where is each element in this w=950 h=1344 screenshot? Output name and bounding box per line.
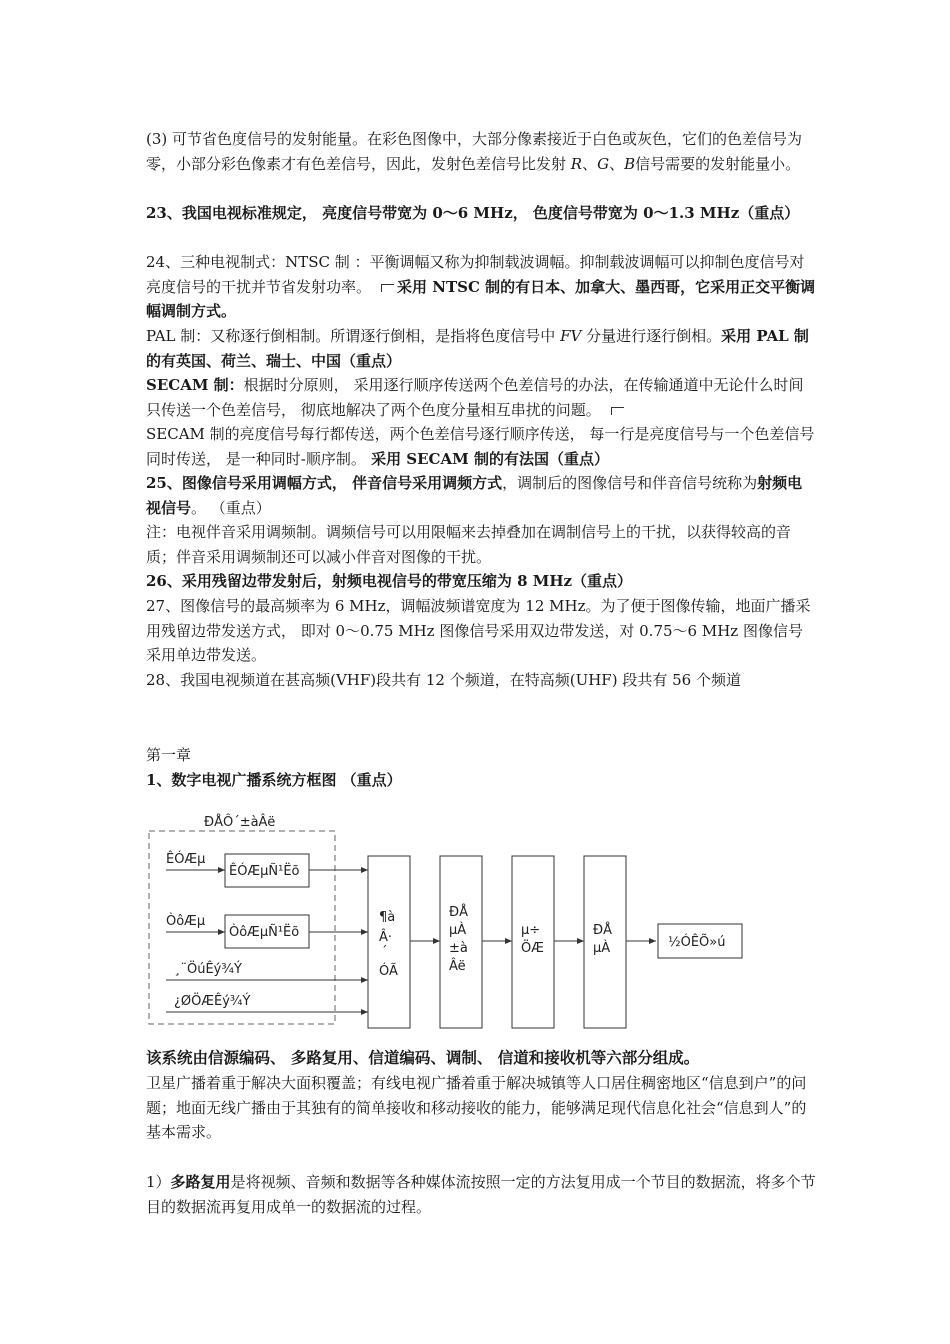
paragraph-27-bandwidth: 27、图像信号的最高频率为 6 MHz，调幅波频谱宽度为 12 MHz。为了便于图像传输，地面广播采用残留边带发送方式， 即对 0～0.75 MHz 图像信号采用双边带发送，对 0.75～6 MHz 图像信号采用单边带发送。 bbox=[146, 597, 811, 664]
symbol-b: B bbox=[624, 154, 636, 173]
video-input-label: ÊÓÆµ bbox=[166, 852, 206, 867]
video-compression-label: ÊÓÆµÑ¹Ëõ bbox=[229, 864, 300, 879]
control-data-label: ¿ØÖÆÊý¾Ý bbox=[174, 994, 251, 1009]
label-secam: SECAM 制： bbox=[146, 376, 244, 394]
audio-compression-label: ÒôÆµÑ¹Ëõ bbox=[229, 925, 300, 940]
separator: 、 bbox=[609, 154, 625, 173]
multiplex-label-1: ¶à bbox=[379, 910, 396, 925]
arrowhead-icon bbox=[361, 1009, 368, 1015]
aux-data-label: ¸¨ÖúÊý¾Ý bbox=[174, 962, 242, 977]
modulation-label-2: ÖÆ bbox=[521, 941, 544, 956]
paragraph-bold-text: 射频电视信号 bbox=[146, 474, 803, 517]
paragraph-23-bandwidth: 23、我国电视标准规定， 亮度信号带宽为 0～6 MHz， 色度信号带宽为 0～1.3 MHz（重点） bbox=[146, 204, 800, 222]
paragraph-text: 。 （重点） bbox=[191, 498, 271, 517]
channel-label-1: ÐÅ bbox=[593, 923, 612, 938]
audio-input-label: ÒôÆµ bbox=[166, 914, 206, 929]
paragraph-25-modulation bbox=[146, 471, 816, 520]
annotation-mark-icon bbox=[611, 407, 624, 415]
separator: 、 bbox=[582, 154, 598, 173]
modulation-label-1: µ÷ bbox=[521, 923, 541, 938]
paragraph-text: 根据时分原则， 采用逐行顺序传送两个色差信号的办法，在传输通道中无论什么时间只传送一个色差信号， 彻底地解决了两个色度分量相互串扰的问题。 bbox=[146, 376, 804, 419]
paragraph-note: 注：电视伴音采用调频制。调频信号可以用限幅来去掉叠加在调制信号上的干扰，以获得较高的音质；伴音采用调频制还可以减小伴音对图像的干扰。 bbox=[146, 523, 792, 566]
channel-label-2: µÀ bbox=[593, 941, 611, 956]
arrowhead-icon bbox=[361, 867, 368, 873]
arrowhead-icon bbox=[577, 938, 584, 944]
source-encoding-label: ÐÅÔ´±àÂë bbox=[204, 815, 276, 830]
system-summary: 该系统由信源编码、 多路复用、信道编码、调制、 信道和接收机等六部分组成。 bbox=[146, 1048, 700, 1067]
block-diagram bbox=[146, 808, 666, 1034]
symbol-fv: FV bbox=[560, 327, 582, 345]
paragraph-text: 分量进行逐行倒相。 bbox=[581, 327, 722, 345]
paragraph-text: 又称逐行倒相制。所谓逐行倒相，是指将色度信号中 bbox=[210, 327, 561, 345]
arrowhead-icon bbox=[218, 867, 225, 873]
paragraph-26-vsb: 26、采用残留边带发射后，射频电视信号的带宽压缩为 8 MHz（重点） bbox=[146, 572, 633, 590]
symbol-g: G bbox=[597, 154, 610, 173]
receiver-diagram-part bbox=[656, 920, 776, 966]
chapter-title: 第一章 bbox=[146, 746, 192, 764]
list-marker: 1） bbox=[146, 1173, 171, 1191]
paragraph-text: ，调制后的图像信号和伴音信号统称为 bbox=[502, 474, 758, 492]
channel-encoding-label-2: µÀ bbox=[449, 923, 467, 938]
arrowhead-icon bbox=[361, 929, 368, 935]
arrowhead-icon bbox=[218, 929, 225, 935]
multiplex-label-4: ÓÃ bbox=[379, 964, 398, 979]
arrowhead-icon bbox=[361, 977, 368, 983]
label-pal: PAL 制： bbox=[146, 327, 211, 345]
channel-encoding-label-1: ÐÅ bbox=[449, 905, 468, 920]
paragraph-text: 24、三种电视制式：NTSC 制 ：平衡调幅又称为抑制载波调幅。抑制载波调幅可以抑制色度信号对亮度信号的干扰并节省发射功率。 bbox=[146, 253, 805, 296]
channel-encoding-label-3: ±à bbox=[449, 941, 468, 956]
annotation-mark-icon bbox=[381, 284, 394, 292]
paragraph-bold-text: 采用 SECAM 制的有法国（重点） bbox=[365, 449, 609, 468]
paragraph-24-ntsc bbox=[146, 250, 816, 324]
paragraph-bold-text: 采用 PAL 制的有英国、荷兰、瑞士、中国（重点） bbox=[146, 327, 809, 370]
paragraph-multiplexing-definition bbox=[146, 1170, 816, 1219]
multiplex-label-2: Â· bbox=[379, 930, 393, 945]
paragraph-broadcast-types: 卫星广播着重于解决大面积覆盖；有线电视广播着重于解决城镇等人口居住稠密地区“信息到户”的问题；地面无线广播由于其独有的简单接收和移动接收的能力，能够满足现代信息化社会“信息到人”的基本需求。 bbox=[146, 1074, 807, 1141]
receiver-label: ½ÓÊÕ»ú bbox=[668, 935, 726, 950]
paragraph-text: (3) 可节省色度信号的发射能量。在彩色图像中，大部分像素接近于白色或灰色，它们的色差信号为零，小部分彩色像素才有色差信号，因此，发射色差信号比发射 bbox=[146, 130, 803, 173]
paragraph-chroma-energy bbox=[146, 127, 816, 176]
channel-encoding-label-4: Âë bbox=[449, 959, 466, 974]
paragraph-pal bbox=[146, 324, 816, 373]
section-heading: 1、数字电视广播系统方框图 （重点） bbox=[146, 771, 402, 789]
paragraph-secam bbox=[146, 373, 816, 471]
term-multiplexing: 多路复用 bbox=[170, 1173, 231, 1191]
paragraph-bold-text: 采用 NTSC 制的有日本、加拿大、墨西哥，它采用正交平衡调幅调制方式。 bbox=[146, 277, 816, 320]
paragraph-text: 是将视频、音频和数据等各种媒体流按照一定的方法复用成一个节目的数据流，将多个节目的数据流再复用成单一的数据流的过程。 bbox=[146, 1173, 816, 1216]
arrowhead-icon bbox=[649, 938, 656, 944]
arrowhead-icon bbox=[505, 938, 512, 944]
paragraph-bold-text: 25、图像信号采用调幅方式， 伴音信号采用调频方式 bbox=[146, 474, 503, 492]
symbol-r: R bbox=[570, 154, 583, 173]
multiplex-label-3: ´ bbox=[381, 945, 388, 960]
paragraph-28-channels: 28、我国电视频道在甚高频(VHF)段共有 12 个频道，在特高频(UHF) 段共有 56 个频道 bbox=[146, 671, 741, 689]
paragraph-text: SECAM 制的亮度信号每行都传送，两个色差信号逐行顺序传送， 每一行是亮度信号与一个色差信号同时传送， 是一种同时-顺序制。 bbox=[146, 425, 815, 468]
paragraph-text: 信号需要的发射能量小。 bbox=[635, 154, 801, 173]
arrowhead-icon bbox=[433, 938, 440, 944]
